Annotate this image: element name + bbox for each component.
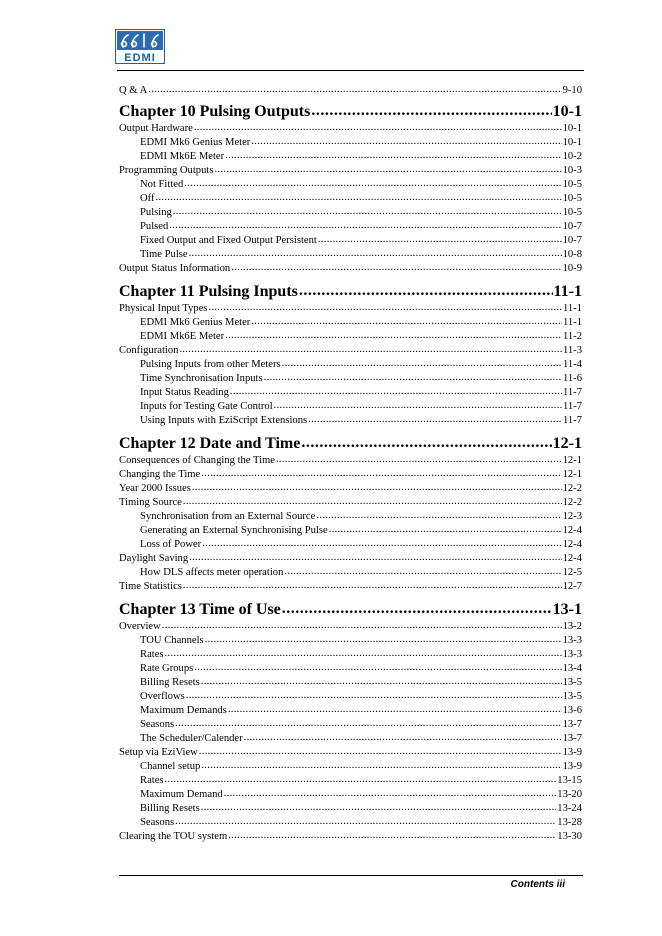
toc-subsection[interactable]: [119, 510, 582, 524]
toc-dot-leader: [183, 495, 562, 509]
toc-entry-title: Chapter 10 Pulsing Outputs: [119, 103, 311, 120]
toc-subsection[interactable]: [119, 704, 582, 718]
toc-entry-page: 11-1: [562, 317, 582, 328]
toc-entry-title: Configuration: [119, 345, 179, 356]
toc-entry-title: Programming Outputs: [119, 165, 214, 176]
toc-entry-title: Year 2000 Issues: [119, 483, 191, 494]
toc-entry-title: Seasons: [140, 719, 175, 730]
toc-dot-leader: [214, 163, 561, 177]
toc-entry-page: 13-30: [557, 831, 582, 842]
toc-dot-leader: [282, 599, 552, 619]
toc-entry-page: 13-24: [557, 803, 582, 814]
toc-dot-leader: [329, 523, 562, 537]
toc-subsection[interactable]: [119, 788, 582, 802]
toc-entry-title: Off: [140, 193, 155, 204]
toc-entry-title: Billing Resets: [140, 803, 200, 814]
toc-entry-title: Changing the Time: [119, 469, 201, 480]
toc-subsection[interactable]: [119, 662, 582, 676]
toc-subsection[interactable]: [119, 234, 582, 248]
toc-entry-title: Pulsed: [140, 221, 169, 232]
toc-entry-page: 12-4: [562, 525, 582, 536]
toc-entry-title: Chapter 12 Date and Time: [119, 435, 301, 452]
toc-entry-page: 10-2: [562, 151, 582, 162]
toc-subsection[interactable]: [119, 178, 582, 192]
page-footer: Contents iii: [510, 879, 565, 890]
toc-chapter[interactable]: [119, 282, 582, 302]
toc-subsection[interactable]: [119, 732, 582, 746]
toc-entry-title: The Scheduler/Calender: [140, 733, 243, 744]
toc-dot-leader: [225, 329, 562, 343]
toc-dot-leader: [284, 565, 561, 579]
toc-dot-leader: [194, 661, 561, 675]
toc-dot-leader: [224, 787, 557, 801]
toc-subsection[interactable]: [119, 220, 582, 234]
toc-entry-page: 12-3: [562, 511, 582, 522]
toc-entry-title: Daylight Saving: [119, 553, 189, 564]
toc-subsection[interactable]: [119, 400, 582, 414]
toc-entry-page: 11-4: [562, 359, 582, 370]
toc-dot-leader: [225, 149, 561, 163]
toc-entry-title: Fixed Output and Fixed Output Persistent: [140, 235, 317, 246]
toc-entry-page: 12-1: [562, 455, 582, 466]
toc-dot-leader: [244, 731, 562, 745]
toc-entry-page: 12-1: [562, 469, 582, 480]
toc-dot-leader: [230, 385, 562, 399]
toc-entry-title: Inputs for Testing Gate Control: [140, 401, 273, 412]
toc-entry-title: Physical Input Types: [119, 303, 208, 314]
toc-subsection[interactable]: [119, 718, 582, 732]
toc-entry-page: 12-1: [552, 435, 582, 452]
toc-entry-title: Generating an External Synchronising Pulse: [140, 525, 328, 536]
toc-entry-title: Output Hardware: [119, 123, 193, 134]
toc-dot-leader: [189, 551, 561, 565]
footer-rule: [119, 875, 583, 876]
toc-entry-page: 11-7: [562, 387, 582, 398]
table-of-contents: [119, 84, 582, 844]
toc-entry-page: 11-6: [562, 373, 582, 384]
toc-subsection[interactable]: [119, 192, 582, 206]
toc-entry-title: Output Status Information: [119, 263, 231, 274]
toc-entry-title: Timing Source: [119, 497, 182, 508]
toc-dot-leader: [251, 315, 562, 329]
toc-entry-page: 12-2: [562, 483, 582, 494]
toc-subsection[interactable]: [119, 316, 582, 330]
toc-dot-leader: [192, 481, 562, 495]
toc-dot-leader: [189, 247, 562, 261]
toc-entry-page: 12-4: [562, 553, 582, 564]
toc-entry-title: Setup via EziView: [119, 747, 198, 758]
toc-dot-leader: [228, 703, 562, 717]
toc-entry-page: 10-8: [562, 249, 582, 260]
toc-dot-leader: [209, 301, 562, 315]
toc-subsection[interactable]: [119, 538, 582, 552]
toc-entry-page: 10-1: [562, 123, 582, 134]
toc-entry-title: Time Pulse: [140, 249, 188, 260]
toc-subsection[interactable]: [119, 816, 582, 830]
toc-dot-leader: [148, 83, 561, 97]
toc-entry-title: Not Fitted: [140, 179, 184, 190]
toc-subsection[interactable]: [119, 206, 582, 220]
toc-entry-page: 10-5: [562, 179, 582, 190]
toc-dot-leader: [199, 745, 562, 759]
toc-entry-page: 13-3: [562, 635, 582, 646]
toc-section[interactable]: [119, 84, 582, 98]
toc-dot-leader: [276, 453, 562, 467]
edmi-logo: [115, 29, 165, 64]
toc-subsection[interactable]: [119, 330, 582, 344]
toc-dot-leader: [169, 219, 561, 233]
toc-dot-leader: [228, 829, 556, 843]
toc-dot-leader: [201, 467, 561, 481]
toc-entry-title: Time Synchronisation Inputs: [140, 373, 263, 384]
toc-dot-leader: [184, 177, 561, 191]
toc-subsection[interactable]: [119, 760, 582, 774]
toc-entry-page: 13-9: [562, 761, 582, 772]
toc-dot-leader: [274, 399, 562, 413]
toc-entry-page: 11-3: [562, 345, 582, 356]
toc-entry-page: 10-9: [562, 263, 582, 274]
toc-entry-page: 11-1: [553, 283, 582, 300]
toc-subsection[interactable]: [119, 372, 582, 386]
toc-entry-page: 9-10: [562, 85, 582, 96]
toc-dot-leader: [264, 371, 562, 385]
toc-entry-page: 12-2: [562, 497, 582, 508]
toc-entry-page: 13-5: [562, 691, 582, 702]
toc-subsection[interactable]: [119, 414, 582, 428]
header-rule: [117, 70, 584, 71]
toc-dot-leader: [316, 509, 561, 523]
toc-entry-title: TOU Channels: [140, 635, 204, 646]
toc-entry-page: 13-6: [562, 705, 582, 716]
toc-entry-page: 10-7: [562, 235, 582, 246]
toc-dot-leader: [175, 717, 561, 731]
toc-entry-title: Loss of Power: [140, 539, 202, 550]
toc-subsection[interactable]: [119, 150, 582, 164]
toc-section[interactable]: [119, 454, 582, 468]
toc-subsection[interactable]: [119, 676, 582, 690]
toc-section[interactable]: [119, 302, 582, 316]
toc-entry-title: Using Inputs with EziScript Extensions: [140, 415, 308, 426]
toc-dot-leader: [301, 433, 551, 453]
toc-dot-leader: [165, 773, 557, 787]
toc-dot-leader: [201, 801, 557, 815]
toc-entry-title: EDMI Mk6 Genius Meter: [140, 317, 251, 328]
toc-subsection[interactable]: [119, 358, 582, 372]
toc-entry-title: Maximum Demand: [140, 789, 223, 800]
toc-section[interactable]: [119, 746, 582, 760]
toc-dot-leader: [162, 619, 562, 633]
toc-dot-leader: [183, 579, 562, 593]
toc-section[interactable]: [119, 496, 582, 510]
toc-entry-page: 11-7: [562, 415, 582, 426]
toc-entry-page: 10-5: [562, 207, 582, 218]
toc-dot-leader: [202, 537, 561, 551]
toc-dot-leader: [311, 101, 551, 121]
toc-entry-page: 10-3: [562, 165, 582, 176]
toc-subsection[interactable]: [119, 774, 582, 788]
toc-entry-page: 13-15: [557, 775, 582, 786]
toc-dot-leader: [165, 647, 562, 661]
toc-subsection[interactable]: [119, 524, 582, 538]
toc-section[interactable]: [119, 164, 582, 178]
toc-section[interactable]: [119, 552, 582, 566]
toc-subsection[interactable]: [119, 566, 582, 580]
logo-text: EDMI: [124, 52, 156, 64]
toc-entry-title: Chapter 11 Pulsing Inputs: [119, 283, 298, 300]
toc-entry-title: Input Status Reading: [140, 387, 229, 398]
toc-entry-title: Seasons: [140, 817, 175, 828]
toc-subsection[interactable]: [119, 386, 582, 400]
toc-section[interactable]: [119, 482, 582, 496]
toc-subsection[interactable]: [119, 136, 582, 150]
toc-dot-leader: [186, 689, 562, 703]
toc-entry-title: Maximum Demands: [140, 705, 227, 716]
toc-section[interactable]: [119, 830, 582, 844]
toc-dot-leader: [205, 633, 562, 647]
toc-entry-page: 13-4: [562, 663, 582, 674]
toc-entry-page: 10-1: [552, 103, 582, 120]
toc-chapter[interactable]: [119, 434, 582, 454]
toc-entry-title: EDMI Mk6E Meter: [140, 151, 225, 162]
toc-entry-title: Synchronisation from an External Source: [140, 511, 316, 522]
toc-entry-title: How DLS affects meter operation: [140, 567, 284, 578]
toc-subsection[interactable]: [119, 648, 582, 662]
toc-dot-leader: [318, 233, 562, 247]
toc-entry-page: 13-28: [557, 817, 582, 828]
toc-entry-page: 11-1: [562, 303, 582, 314]
toc-section[interactable]: [119, 344, 582, 358]
toc-section[interactable]: [119, 580, 582, 594]
toc-dot-leader: [231, 261, 561, 275]
toc-dot-leader: [179, 343, 562, 357]
toc-entry-title: EDMI Mk6 Genius Meter: [140, 137, 251, 148]
toc-entry-title: Billing Resets: [140, 677, 200, 688]
toc-entry-title: Chapter 13 Time of Use: [119, 601, 281, 618]
toc-entry-title: Q & A: [119, 85, 148, 96]
toc-entry-title: Rate Groups: [140, 663, 194, 674]
toc-section[interactable]: [119, 262, 582, 276]
toc-chapter[interactable]: [119, 102, 582, 122]
toc-section[interactable]: [119, 122, 582, 136]
toc-entry-page: 13-20: [557, 789, 582, 800]
toc-entry-page: 13-1: [552, 601, 582, 618]
toc-entry-page: 13-3: [562, 649, 582, 660]
toc-dot-leader: [156, 191, 562, 205]
toc-entry-page: 13-5: [562, 677, 582, 688]
toc-entry-title: Pulsing: [140, 207, 172, 218]
toc-subsection[interactable]: [119, 802, 582, 816]
toc-entry-title: EDMI Mk6E Meter: [140, 331, 225, 342]
toc-entry-page: 12-5: [562, 567, 582, 578]
toc-subsection[interactable]: [119, 248, 582, 262]
toc-dot-leader: [194, 121, 562, 135]
toc-section[interactable]: [119, 468, 582, 482]
toc-dot-leader: [201, 759, 561, 773]
toc-entry-page: 10-7: [562, 221, 582, 232]
toc-dot-leader: [308, 413, 562, 427]
toc-chapter[interactable]: [119, 600, 582, 620]
toc-entry-title: Clearing the TOU system: [119, 831, 228, 842]
toc-entry-title: Rates: [140, 649, 164, 660]
toc-entry-page: 13-2: [562, 621, 582, 632]
toc-subsection[interactable]: [119, 690, 582, 704]
toc-subsection[interactable]: [119, 634, 582, 648]
toc-entry-title: Pulsing Inputs from other Meters: [140, 359, 281, 370]
toc-dot-leader: [175, 815, 556, 829]
toc-section[interactable]: [119, 620, 582, 634]
toc-entry-page: 11-2: [562, 331, 582, 342]
toc-entry-page: 12-7: [562, 581, 582, 592]
toc-entry-title: Channel setup: [140, 761, 201, 772]
toc-entry-page: 13-7: [562, 719, 582, 730]
toc-entry-page: 13-7: [562, 733, 582, 744]
toc-entry-page: 10-1: [562, 137, 582, 148]
toc-dot-leader: [173, 205, 562, 219]
toc-entry-page: 12-4: [562, 539, 582, 550]
toc-dot-leader: [201, 675, 562, 689]
toc-entry-title: Overflows: [140, 691, 185, 702]
toc-dot-leader: [251, 135, 561, 149]
toc-entry-page: 10-5: [562, 193, 582, 204]
toc-entry-title: Rates: [140, 775, 164, 786]
toc-dot-leader: [299, 281, 553, 301]
toc-entry-page: 13-9: [562, 747, 582, 758]
toc-entry-title: Time Statistics: [119, 581, 182, 592]
toc-entry-page: 11-7: [562, 401, 582, 412]
toc-entry-title: Consequences of Changing the Time: [119, 455, 275, 466]
toc-dot-leader: [282, 357, 562, 371]
toc-entry-title: Overview: [119, 621, 161, 632]
